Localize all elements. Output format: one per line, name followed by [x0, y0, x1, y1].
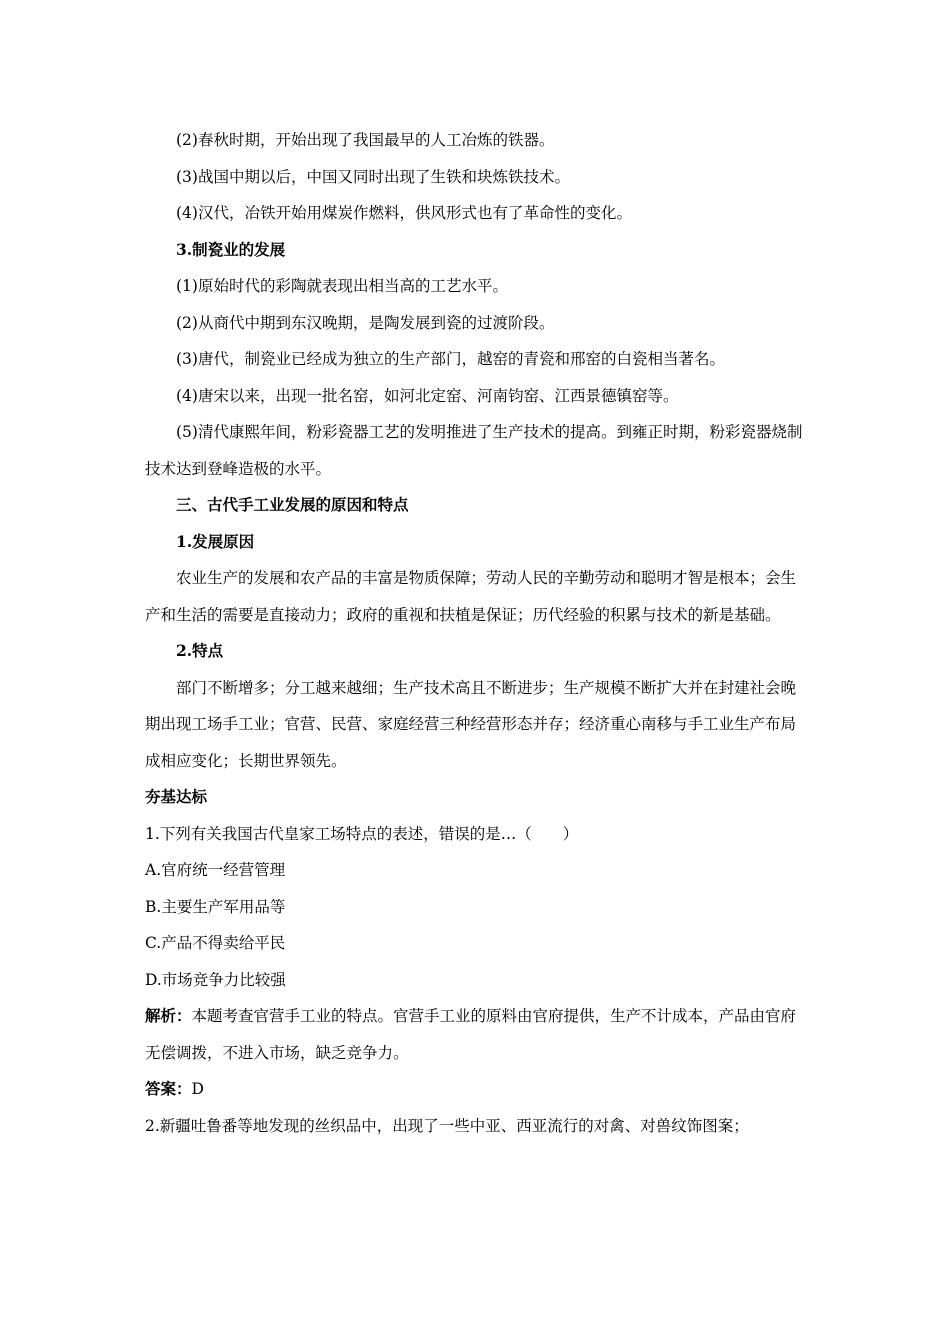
- section-heading: 三、古代手工业发展的原因和特点: [176, 495, 409, 514]
- answer-line: [145, 1071, 810, 1108]
- analysis-text: 本题考查官营手工业的特点。官营手工业的原料由官府提供，生产不计成本，产品由官府无偿调拨，不进入市场，缺乏竞争力。: [145, 1007, 797, 1062]
- iron-item-2: (2)春秋时期，开始出现了我国最早的人工冶炼的铁器。: [176, 131, 555, 149]
- document-body: [145, 122, 810, 1144]
- option-d: D.市场竞争力比较强: [145, 970, 286, 989]
- option-c: C.产品不得卖给平民: [145, 934, 286, 952]
- porcelain-item-5: (5)清代康熙年间，粉彩瓷器工艺的发明推进了生产技术的提高。到雍正时期，粉彩瓷器烧制技术达到登峰造极的水平。: [145, 423, 803, 478]
- exercise-heading: 夯基达标: [145, 787, 208, 806]
- iron-item-3: (3)战国中期以后，中国又同时出现了生铁和块炼铁技术。: [176, 167, 570, 186]
- question-2: 2.新疆吐鲁番等地发现的丝织品中，出现了一些中亚、西亚流行的对禽、对兽纹饰图案；: [145, 1116, 749, 1135]
- porcelain-item-1: (1)原始时代的彩陶就表现出相当高的工艺水平。: [176, 277, 508, 295]
- porcelain-item-2: (2)从商代中期到东汉晚期，是陶发展到瓷的过渡阶段。: [176, 313, 555, 332]
- analysis-paragraph: [145, 998, 810, 1071]
- porcelain-item-4: (4)唐宋以来，出现一批名窑，如河北定窑、河南钧窑、江西景德镇窑等。: [176, 386, 679, 405]
- option-a: A.官府统一经营管理: [145, 861, 286, 879]
- porcelain-heading: 3.制瓷业的发展: [176, 239, 286, 259]
- features-paragraph: 部门不断增多；分工越来越细；生产技术高且不断进步；生产规模不断扩大并在封建社会晚期出现工场手工业；官营、民营、家庭经营三种经营形态并存；经济重心南移与手工业生产布局成相应变化；长期世界领先。: [145, 678, 797, 770]
- features-heading: 2.特点: [176, 641, 224, 660]
- analysis-label: 解析：: [145, 1006, 192, 1025]
- answer-value: D: [191, 1080, 204, 1098]
- reasons-paragraph: 农业生产的发展和农产品的丰富是物质保障；劳动人民的辛勤劳动和聪明才智是根本；会生产和生活的需要是直接动力；政府的重视和扶植是保证；历代经验的积累与技术的新是基础。: [145, 569, 797, 624]
- iron-item-4: (4)汉代，冶铁开始用煤炭作燃料，供风形式也有了革命性的变化。: [176, 204, 632, 222]
- reasons-heading: 1.发展原因: [176, 531, 255, 551]
- option-b: B.主要生产军用品等: [145, 897, 286, 916]
- question-1: 1.下列有关我国古代皇家工场特点的表述，错误的是…（ ）: [145, 824, 579, 843]
- porcelain-item-3: (3)唐代，制瓷业已经成为独立的生产部门，越窑的青瓷和邢窑的白瓷相当著名。: [176, 350, 725, 368]
- answer-label: 答案：: [145, 1079, 192, 1098]
